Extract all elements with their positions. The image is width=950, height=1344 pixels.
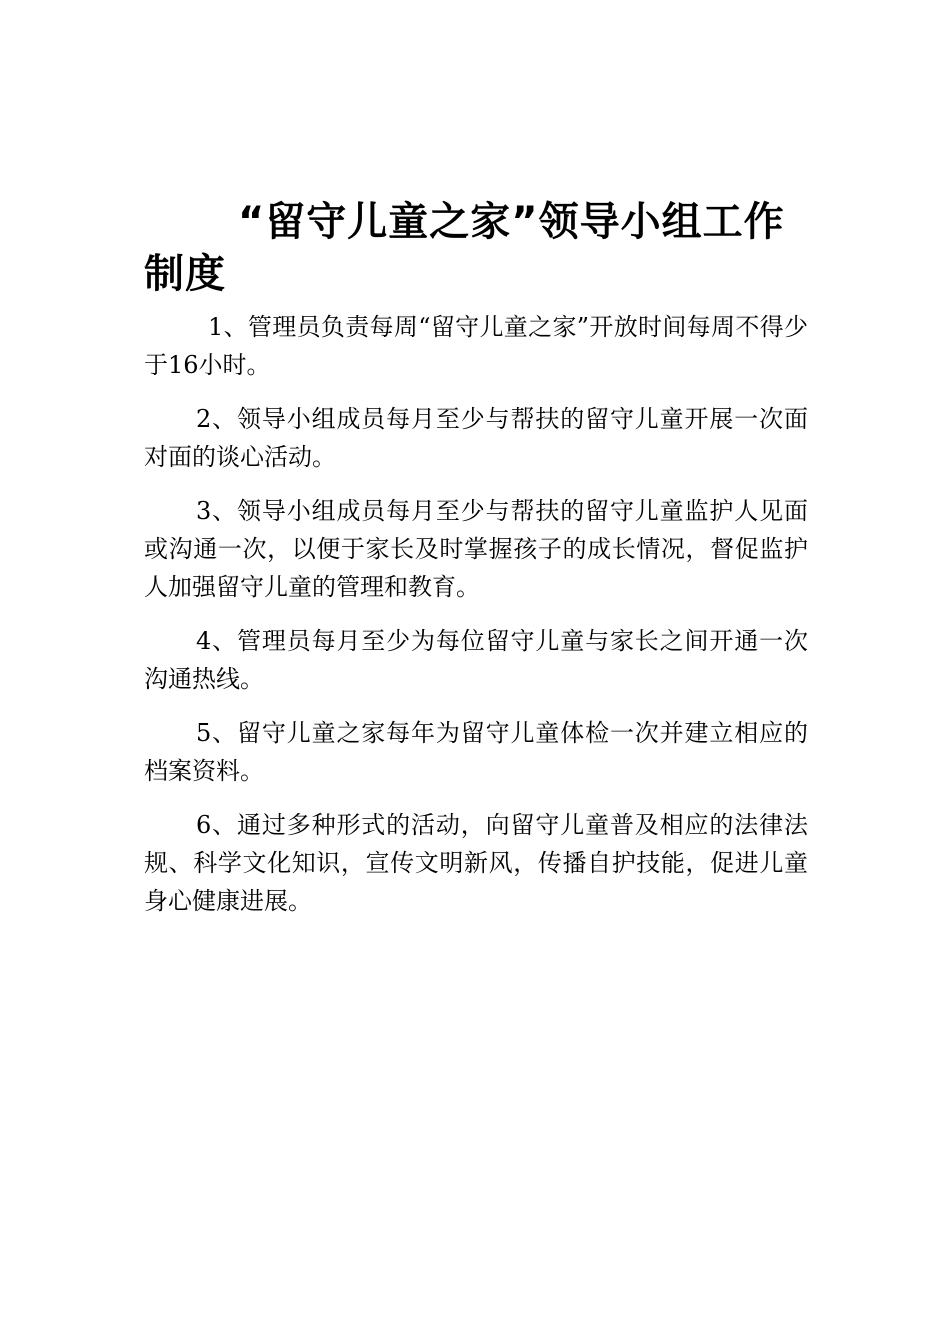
rule-item-4: 4、管理员每月至少为每位留守儿童与家长之间开通一次沟通热线。 bbox=[144, 627, 808, 693]
rule-item-6: 6、通过多种形式的活动，向留守儿童普及相应的法律法规、科学文化知识，宣传文明新风，传播自护技能，促进儿童身心健康进展。 bbox=[144, 811, 808, 915]
rule-item-3: 3、领导小组成员每月至少与帮扶的留守儿童监护人见面或沟通一次，以便于家长及时掌握孩子的成长情况，督促监护人加强留守儿童的管理和教育。 bbox=[144, 497, 808, 601]
rule-item-5: 5、留守儿童之家每年为留守儿童体检一次并建立相应的档案资料。 bbox=[144, 719, 808, 785]
rule-item-2: 2、领导小组成员每月至少与帮扶的留守儿童开展一次面对面的谈心活动。 bbox=[144, 405, 808, 471]
document-title: “留守儿童之家”领导小组工作制度 bbox=[144, 199, 785, 297]
rule-item-1: 1、管理员负责每周“留守儿童之家”开放时间每周不得少于16小时。 bbox=[144, 313, 808, 379]
rules-list bbox=[144, 308, 808, 936]
